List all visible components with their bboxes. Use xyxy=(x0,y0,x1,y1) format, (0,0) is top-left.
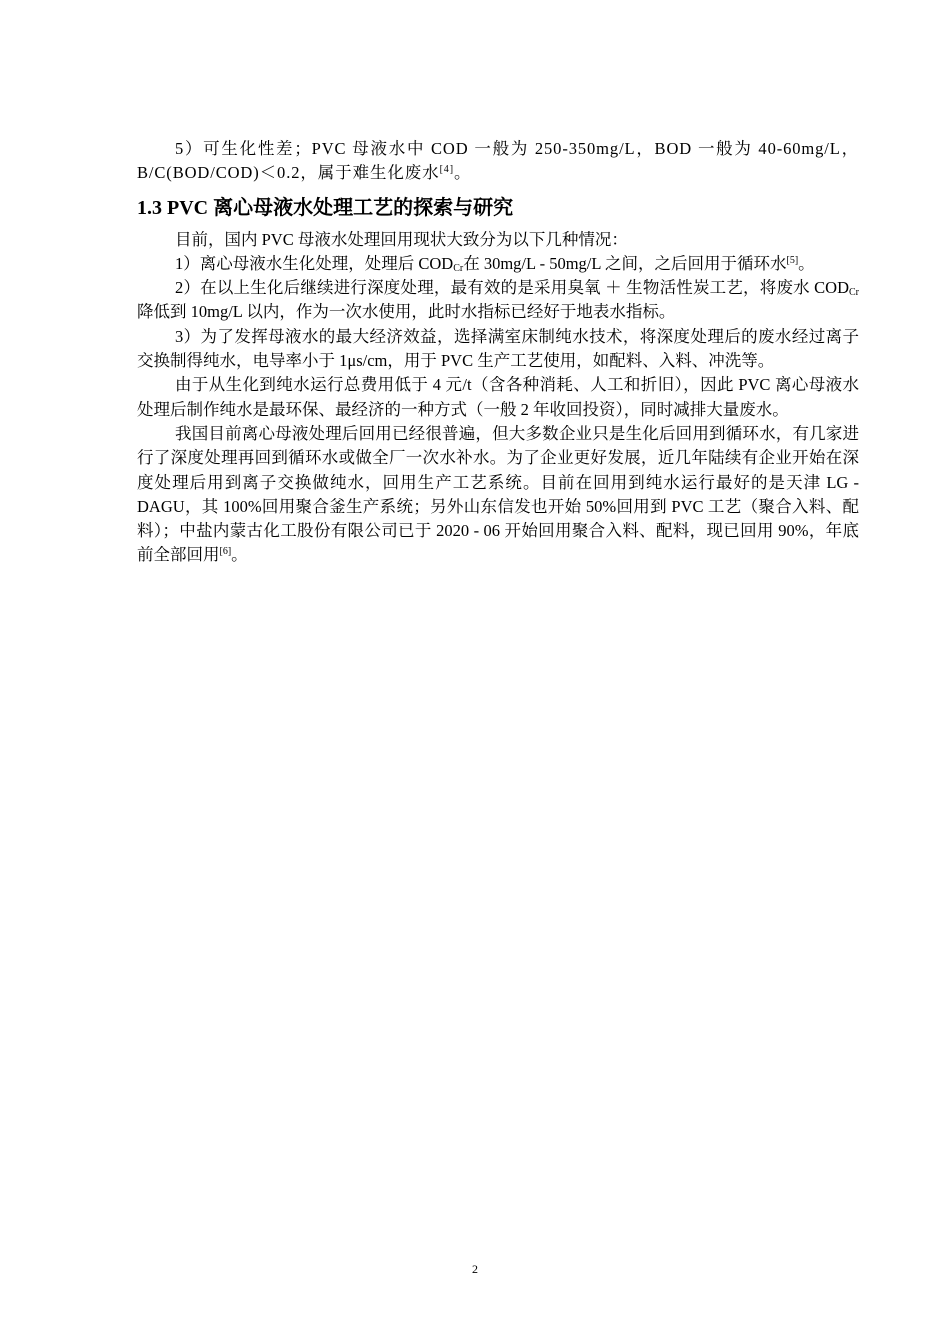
item-text: 降低到 10mg/L 以内，作为一次水使用，此时水指标已经好于地表水指标。 xyxy=(137,302,676,322)
paragraph-end: 。 xyxy=(231,545,248,565)
citation-ref: [5] xyxy=(786,254,799,266)
item-end: 。 xyxy=(798,253,815,273)
section-heading: 1.3 PVC 离心母液水处理工艺的探索与研究 xyxy=(137,196,514,219)
item-text: 2）在以上生化后继续进行深度处理，最有效的是采用臭氧 ＋ 生物活性炭工艺，将废水 COD xyxy=(175,278,849,298)
list-item-3: 3）为了发挥母液水的最大经济效益，选择满室床制纯水技术，将深度处理后的废水经过离子交换制得纯水，电导率小于 1μs/cm，用于 PVC 生产工艺使用，如配料、入料、冲洗等。 xyxy=(137,326,859,371)
page-body xyxy=(137,137,859,568)
paragraph-text: 5）可生化性差；PVC 母液水中 COD 一般为 250-350mg/L，BOD 一般为 40-60mg/L，B/C(BOD/COD)＜0.2，属于难生化废水 xyxy=(137,139,859,183)
page-number: 2 xyxy=(472,1262,478,1276)
list-item-2 xyxy=(137,276,859,325)
citation-ref: [6] xyxy=(219,546,232,558)
paragraph-biodegradability xyxy=(137,137,859,186)
paragraph-cost: 由于从生化到纯水运行总费用低于 4 元/t（含各种消耗、人工和折旧），因此 PVC 离心母液水处理后制作纯水是最环保、最经济的一种方式（一般 2 年收回投资），同时减排大量废水。 xyxy=(137,375,859,419)
paragraph-end: 。 xyxy=(453,163,472,183)
list-item-1 xyxy=(137,252,859,276)
item-text: 1）离心母液水生化处理，处理后 COD xyxy=(175,253,454,273)
subscript-cr: Cr xyxy=(849,287,859,299)
citation-ref: [4] xyxy=(439,164,454,176)
paragraph-domestic-status xyxy=(137,422,859,568)
paragraph-intro: 目前，国内 PVC 母液水处理回用现状大致分为以下几种情况： xyxy=(175,229,628,249)
subscript-cr: Cr xyxy=(453,262,464,274)
paragraph-text: 我国目前离心母液处理后回用已经很普遍，但大多数企业只是生化后回用到循环水，有几家进行了深度处理再回到循环水或做全厂一次水补水。为了企业更好发展，近几年陆续有企业开始在深度处理后用到离子交换做纯水，回用生产工艺系统。目前在回用到纯水运行最好的是天津 LG - DAGU，其 100%回用聚合釜生产系统；另外山东信发也开始 50%回用到 PVC 工艺（聚合入料、配料）；中盐内蒙古化工股份有限公司已于 2020 - 06 开始回用聚合入料、配料，现已回用 90%，年底前全部回用 xyxy=(137,423,859,565)
item-text: 在 30mg/L - 50mg/L 之间，之后回用于循环水 xyxy=(463,253,787,273)
